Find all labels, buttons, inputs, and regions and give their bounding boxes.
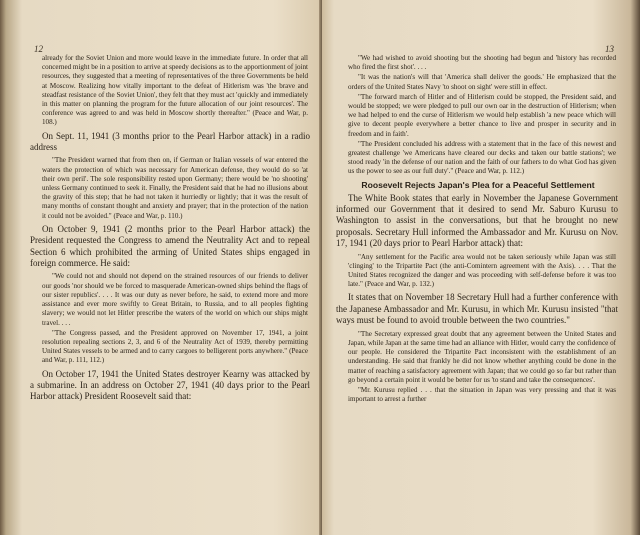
quote-paragraph: "We could not and should not depend on the strained resources of our friends to deliver our goods 'nor should we be forced to masquerade American-owned ships behind the flags of our sister republics'. . . . It was our duty as never before, he said, to extend more and more assistance and ever more swiftly to Great Britain, to Russia, and to all peoples fighting slavery; we would not let Hitler prescribe the waters of the world on which our ships might travel. . . . [42,272,308,327]
body-paragraph: On October 9, 1941 (2 months prior to the Pearl Harbor attack) the President requested the Congress to amend the Neutrality Act and to repeal Section 6 which prohibited the arming of United States ships engaged in foreign commerce. He said: [30,223,310,269]
right-page-content [336,54,620,404]
body-paragraph: On Sept. 11, 1941 (3 months prior to the Pearl Harbor attack) in a radio address [30,130,310,153]
quote-paragraph: "We had wished to avoid shooting but the shooting had begun and 'history has recorded who fired the first shot'. . . . [348,54,616,72]
right-page-number: 13 [605,44,614,54]
right-page [322,0,640,535]
quote-paragraph: "The Congress passed, and the President approved on November 17, 1941, a joint resolution repealing sections 2, 3, and 6 of the Neutrality Act of 1939, thereby permitting United States vessels to be armed and to carry cargoes to belligerent ports anywhere." (Peace and War, p. 111, 112.) [42,328,308,365]
quote-paragraph: "The forward march of Hitler and of Hitlerism could be stopped, the President said, and would be stopped; we were pledged to pull our own oar in the destruction of Hitlerism; when we had helped to end the curse of Hitlerism we would help establish 'a new peace which will give to decent people everywhere a better chance to live and prosper in security and in freedom and in faith'. [348,92,616,138]
quote-paragraph: "The President warned that from then on, if German or Italian vessels of war entered the waters the protection of which was necessary for American defense, they would do so 'at their own peril'. The sole responsibility rested upon Germany; there would be 'no shooting' unless Germany continued to seek it. Finally, the President said that he had no illusions about the gravity of this step; that he had not taken it hurriedly or lightly; that it was the result of many months of constant thought and anxiety and prayer; that in the protection of the nation it could not be avoided." (Peace and War, p. 110.) [42,156,308,220]
body-paragraph: On October 17, 1941 the United States destroyer Kearny was attacked by a submarine. In an address on October 27, 1941 (40 days prior to the Pearl Harbor attack) President Roosevelt said that: [30,368,310,402]
section-heading: Roosevelt Rejects Japan's Plea for a Peaceful Settlement [361,179,595,190]
quote-paragraph: "The Secretary expressed great doubt that any agreement between the United States and Japan, while Japan at the same time had an alliance with Hitler, would carry the confidence of our people. He considered the Tripartite Pact inconsistent with the establishment of an understanding. He said that frankly he did not know whether anything could be done in the matter of reaching a satisfactory agreement with Japan; that we could go so far but rather than go beyond a certain point it would be better for us 'to stand and take the consequences'. [348,329,616,384]
left-page-number: 12 [34,44,43,54]
body-paragraph: It states that on November 18 Secretary Hull had a further conference with the Japanese Ambassador and Mr. Kurusu, in which Mr. Kurusu insisted "that ways must be found to avoid trouble between the two countries." [336,292,618,326]
quote-paragraph: "The President concluded his address with a statement that in the face of this newest and greatest challenge 'we Americans have cleared our decks and taken our battle stations'; we stood ready 'in the defense of our nation and the faith of our fathers to do what God has given us the power to see as our full duty'." (Peace and War, p. 112.) [348,139,616,176]
quote-paragraph: "Mr. Kurusu replied . . . that the situation in Japan was very pressing and that it was important to arrest a further [348,385,616,404]
body-paragraph: The White Book states that early in November the Japanese Government informed our Government that it desired to send Mr. Saburo Kurusu to Washington to assist in the conversations, but that he brought no new proposals. Secretary Hull informed the Ambassador and Mr. Kurusu on Nov. 17, 1941 (20 days prior to Pearl Harbor attack) that: [336,192,618,249]
left-page-content [30,54,312,403]
quote-paragraph: already for the Soviet Union and more would leave in the immediate future. In order that all concerned might be in a position to arrive at speedy decisions as to the apportionment of joint resources, they suggested that a meeting of representatives of the three Governments be held at Moscow. Realizing how vitally important to the defeat of Hitlerism was 'the brave and steadfast resistance of the Soviet Union', they felt that they must act 'quickly and immediately in this matter on planning the program for the future allocation of our joint resources'. The conference was agreed to and was held in Moscow shortly thereafter." (Peace and War, p. 108.) [42,54,308,127]
quote-paragraph: "Any settlement for the Pacific area would not be taken seriously while Japan was still 'clinging' to the Tripartite Pact (the anti-Comintern agreement with the Axis). . . . That the United States recognized the danger and was proceeding with self-defense before it was too late." (Peace and War, p. 132.) [348,252,616,289]
quote-paragraph: "It was the nation's will that 'America shall deliver the goods.' He emphasized that the orders of the United States Navy 'to shoot on sight' were still in effect. [348,73,616,91]
